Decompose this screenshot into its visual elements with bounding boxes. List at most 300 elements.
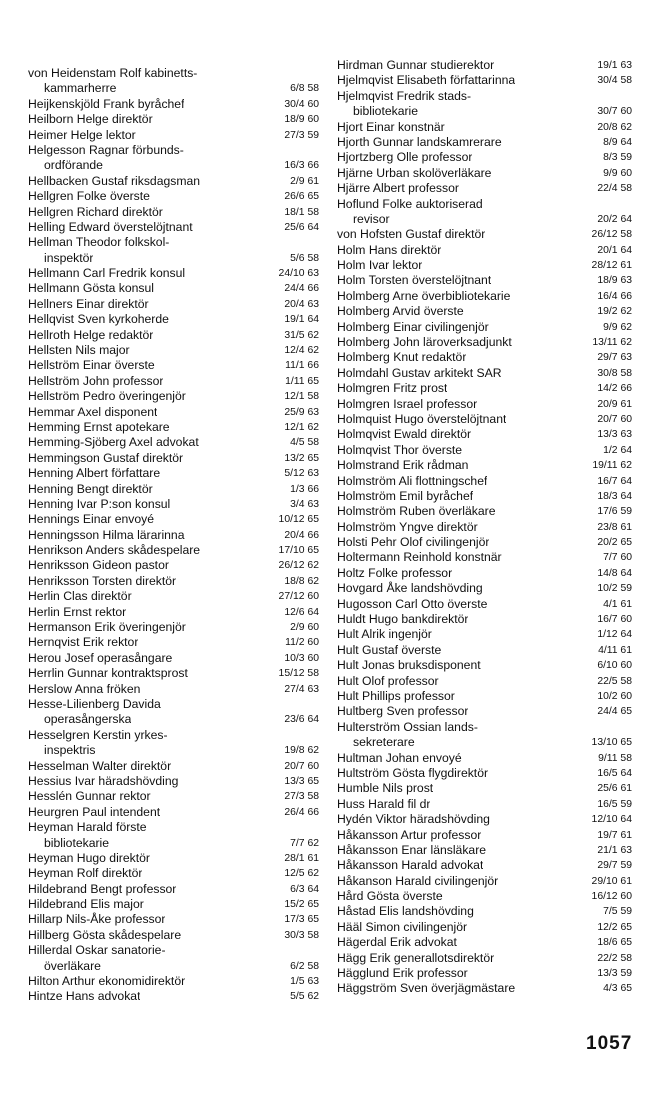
entry-name: Hägerdal Erik advokat	[337, 935, 457, 950]
entry-name: Hellsten Nils major	[28, 343, 130, 358]
index-entry	[28, 128, 319, 143]
entry-date: 11/2 60	[285, 637, 319, 649]
entry-name: Hjort Einar konstnär	[337, 119, 445, 134]
entry-date: 6/2 58	[290, 960, 319, 972]
index-entry	[28, 882, 319, 897]
entry-name: Hildebrand Bengt professor	[28, 881, 177, 896]
entry-date: 15/12 58	[278, 668, 319, 680]
entry-date: 17/10 65	[278, 545, 319, 557]
entry-date: 24/4 65	[597, 706, 632, 718]
entry-date: 19/7 61	[597, 829, 632, 841]
index-entry	[337, 58, 632, 73]
entry-name: Hjorth Gunnar landskamrerare	[337, 134, 502, 149]
right-column	[337, 58, 632, 997]
index-entry	[28, 851, 319, 866]
index-entry	[28, 635, 319, 650]
entry-name: ordförande	[44, 158, 103, 173]
entry-date: 7/5 59	[603, 906, 632, 918]
entry-date: 20/4 66	[284, 529, 319, 541]
entry-date: 14/2 66	[597, 383, 632, 395]
index-entry	[337, 504, 632, 519]
entry-name: Hugosson Carl Otto överste	[337, 596, 488, 611]
entry-name: Hultberg Sven professor	[337, 704, 469, 719]
index-entry	[337, 581, 632, 596]
entry-name: Hessius Ivar häradshövding	[28, 773, 179, 788]
index-entry	[337, 551, 632, 566]
entry-date: 1/5 63	[290, 976, 319, 988]
entry-name: Heijkenskjöld Frank byråchef	[28, 96, 185, 111]
entry-date: 6/8 58	[290, 83, 319, 95]
entry-name: bibliotekarie	[353, 104, 419, 119]
entry-name: Hirdman Gunnar studierektor	[337, 57, 495, 72]
index-entry	[28, 697, 319, 712]
entry-name: Hintze Hans advokat	[28, 989, 141, 1004]
index-entry	[337, 597, 632, 612]
index-entry	[28, 836, 319, 851]
entry-name: Hjärre Albert professor	[337, 181, 459, 196]
index-entry	[28, 528, 319, 543]
entry-name: Hilton Arthur ekonomidirektör	[28, 974, 186, 989]
entry-name: Huldt Hugo bankdirektör	[337, 612, 469, 627]
entry-name: Holtermann Reinhold konstnär	[337, 550, 502, 565]
index-entry	[28, 281, 319, 296]
entry-name: Hemming Ernst apotekare	[28, 419, 170, 434]
entry-date: 13/11 62	[592, 337, 632, 349]
entry-date: 18/8 62	[284, 575, 319, 587]
entry-date: 16/3 66	[284, 160, 319, 172]
entry-date: 23/6 64	[284, 714, 319, 726]
entry-date: 13/3 63	[597, 429, 632, 441]
entry-name: Hellmann Gösta konsul	[28, 281, 154, 296]
entry-name: Hägglund Erik professor	[337, 966, 468, 981]
index-entry	[337, 427, 632, 442]
index-entry	[337, 150, 632, 165]
entry-date: 10/12 65	[278, 514, 319, 526]
entry-name: Holm Hans direktör	[337, 242, 442, 257]
index-entry	[337, 104, 632, 119]
entry-date: 22/2 58	[597, 952, 632, 964]
entry-date: 26/4 66	[284, 806, 319, 818]
entry-name: Hesselgren Kerstin yrkes-	[28, 727, 168, 742]
entry-name: Heyman Harald förste	[28, 820, 147, 835]
entry-name: Hård Gösta överste	[337, 889, 443, 904]
entry-name: Herlin Clas direktör	[28, 589, 132, 604]
entry-date: 2/9 61	[290, 175, 319, 187]
entry-date: 26/12 58	[591, 229, 632, 241]
entry-name: Hjelmqvist Fredrik stads-	[337, 88, 472, 103]
left-column	[28, 66, 319, 1005]
index-entry	[28, 912, 319, 927]
index-entry	[337, 212, 632, 227]
entry-date: 11/1 66	[285, 360, 319, 372]
entry-name: Holmgren Israel professor	[337, 396, 478, 411]
entry-name: Hellgren Folke överste	[28, 189, 150, 204]
index-entry	[337, 766, 632, 781]
entry-name: Holmdahl Gustav arkitekt SAR	[337, 365, 502, 380]
index-entry	[337, 120, 632, 135]
entry-date: 19/11 62	[592, 460, 632, 472]
entry-name: Henningsson Hilma lärarinna	[28, 527, 185, 542]
entry-name: Hernqvist Erik rektor	[28, 635, 139, 650]
entry-name: inspektris	[44, 743, 96, 758]
entry-date: 29/10 61	[591, 875, 632, 887]
entry-name: Holtz Folke professor	[337, 565, 453, 580]
entry-date: 16/12 60	[591, 891, 632, 903]
entry-name: Hydén Viktor häradshövding	[337, 812, 490, 827]
entry-date: 12/1 58	[284, 391, 319, 403]
entry-date: 12/5 62	[284, 868, 319, 880]
index-entry	[337, 935, 632, 950]
entry-name: Holmqvist Thor överste	[337, 442, 463, 457]
entry-date: 4/11 61	[598, 644, 632, 656]
entry-name: Hult Alrik ingenjör	[337, 627, 432, 642]
index-entry	[28, 189, 319, 204]
index-entry	[28, 989, 319, 1004]
entry-name: överläkare	[44, 958, 101, 973]
index-entry	[337, 797, 632, 812]
entry-name: Humble Nils prost	[337, 781, 434, 796]
entry-date: 30/3 58	[284, 929, 319, 941]
entry-date: 25/6 61	[597, 783, 632, 795]
index-entry	[28, 666, 319, 681]
index-entry	[28, 774, 319, 789]
index-entry	[28, 482, 319, 497]
index-entry	[337, 258, 632, 273]
index-entry	[28, 928, 319, 943]
index-entry	[337, 566, 632, 581]
index-entry	[28, 651, 319, 666]
entry-name: Hellbacken Gustaf riksdagsman	[28, 173, 201, 188]
entry-name: Hellström John professor	[28, 373, 164, 388]
index-entry	[337, 920, 632, 935]
entry-date: 27/3 58	[284, 791, 319, 803]
index-entry	[28, 543, 319, 558]
entry-date: 5/6 58	[290, 252, 319, 264]
entry-date: 30/4 58	[597, 75, 632, 87]
entry-date: 1/2 64	[603, 444, 632, 456]
index-entry	[28, 435, 319, 450]
entry-name: Hultström Gösta flygdirektör	[337, 765, 489, 780]
entry-date: 26/6 65	[284, 191, 319, 203]
entry-name: Håkansson Enar länsläkare	[337, 842, 487, 857]
entry-name: Hellners Einar direktör	[28, 296, 149, 311]
entry-date: 13/3 59	[597, 968, 632, 980]
entry-name: Henning Albert författare	[28, 466, 161, 481]
index-entry	[28, 466, 319, 481]
entry-date: 15/2 65	[284, 899, 319, 911]
entry-date: 20/1 64	[597, 244, 632, 256]
entry-date: 18/6 65	[597, 937, 632, 949]
entry-name: Holmström Ruben överläkare	[337, 504, 496, 519]
entry-date: 1/3 66	[290, 483, 319, 495]
index-entry	[28, 174, 319, 189]
entry-date: 5/5 62	[290, 991, 319, 1003]
index-entry	[337, 73, 632, 88]
entry-name: Helgesson Ragnar förbunds-	[28, 142, 184, 157]
entry-date: 27/3 59	[284, 129, 319, 141]
entry-date: 9/9 60	[603, 167, 632, 179]
entry-name: Huss Harald fil dr	[337, 796, 431, 811]
index-entry	[28, 405, 319, 420]
entry-name: Hennings Einar envoyé	[28, 512, 155, 527]
index-entry	[337, 489, 632, 504]
index-entry	[28, 220, 319, 235]
index-entry	[337, 181, 632, 196]
entry-date: 29/7 59	[597, 860, 632, 872]
index-entry	[337, 658, 632, 673]
index-entry	[337, 966, 632, 981]
entry-date: 3/4 63	[290, 498, 319, 510]
entry-name: Hemming-Sjöberg Axel advokat	[28, 435, 199, 450]
entry-name: operasångerska	[44, 712, 132, 727]
entry-date: 4/3 65	[603, 983, 632, 995]
entry-date: 19/2 62	[597, 306, 632, 318]
entry-name: Heilborn Helge direktör	[28, 112, 153, 127]
entry-name: Heyman Rolf direktör	[28, 866, 143, 881]
index-entry	[28, 266, 319, 281]
index-entry	[337, 735, 632, 750]
entry-date: 7/7 62	[290, 837, 319, 849]
entry-date: 16/7 60	[597, 614, 632, 626]
index-entry	[337, 874, 632, 889]
entry-name: Holmberg John läroverksadjunkt	[337, 335, 512, 350]
entry-date: 6/10 60	[597, 660, 632, 672]
entry-date: 9/11 58	[598, 752, 632, 764]
entry-date: 10/3 60	[284, 652, 319, 664]
entry-name: Hulterström Ossian lands-	[337, 719, 478, 734]
index-entry	[337, 381, 632, 396]
entry-date: 18/1 58	[284, 206, 319, 218]
entry-name: Heurgren Paul intendent	[28, 804, 161, 819]
entry-date: 20/7 60	[284, 760, 319, 772]
entry-name: kammarherre	[44, 81, 117, 96]
entry-name: Hellman Theodor folkskol-	[28, 235, 170, 250]
entry-date: 26/12 62	[278, 560, 319, 572]
entry-date: 30/7 60	[597, 106, 632, 118]
index-entry	[28, 312, 319, 327]
entry-name: Håkanson Harald civilingenjör	[337, 873, 499, 888]
entry-name: Holmqvist Ewald direktör	[337, 427, 472, 442]
entry-date: 12/4 62	[284, 345, 319, 357]
index-entry	[337, 397, 632, 412]
entry-date: 23/8 61	[597, 521, 632, 533]
index-entry	[28, 974, 319, 989]
entry-name: Henriksson Gideon pastor	[28, 558, 169, 573]
index-entry	[28, 251, 319, 266]
index-entry	[28, 497, 319, 512]
entry-name: Holmgren Fritz prost	[337, 381, 448, 396]
entry-date: 16/7 64	[597, 475, 632, 487]
entry-name: Hellroth Helge redaktör	[28, 327, 154, 342]
index-entry	[337, 366, 632, 381]
entry-name: Hult Jonas bruksdisponent	[337, 658, 481, 673]
entry-name: Hillerdal Oskar sanatorie-	[28, 943, 166, 958]
index-entry	[337, 843, 632, 858]
entry-name: inspektör	[44, 250, 94, 265]
entry-name: Hesslén Gunnar rektor	[28, 789, 151, 804]
entry-date: 4/1 61	[603, 598, 632, 610]
entry-date: 20/9 61	[597, 398, 632, 410]
index-entry	[337, 674, 632, 689]
entry-date: 20/7 60	[597, 413, 632, 425]
entry-date: 12/6 64	[284, 606, 319, 618]
entry-date: 21/1 63	[597, 844, 632, 856]
entry-date: 22/4 58	[597, 183, 632, 195]
entry-name: Hemmar Axel disponent	[28, 404, 158, 419]
entry-name: Holmberg Arvid överste	[337, 304, 464, 319]
index-entry	[337, 951, 632, 966]
entry-name: Holm Torsten överstelöjtnant	[337, 273, 492, 288]
index-entry	[28, 81, 319, 96]
entry-name: Henriksson Torsten direktör	[28, 573, 177, 588]
entry-date: 7/7 60	[603, 552, 632, 564]
entry-date: 27/4 63	[284, 683, 319, 695]
index-entry	[337, 535, 632, 550]
entry-date: 12/10 64	[591, 814, 632, 826]
index-entry	[28, 205, 319, 220]
entry-date: 10/2 59	[597, 583, 632, 595]
index-entry	[337, 520, 632, 535]
index-entry	[28, 512, 319, 527]
entry-name: Hellström Pedro överingenjör	[28, 389, 186, 404]
entry-name: Hjelmqvist Elisabeth författarinna	[337, 73, 516, 88]
entry-date: 1/11 65	[285, 375, 319, 387]
entry-name: Häggström Sven överjägmästare	[337, 981, 516, 996]
index-entry	[337, 412, 632, 427]
index-entry	[28, 420, 319, 435]
entry-date: 30/8 58	[597, 367, 632, 379]
entry-date: 9/9 62	[603, 321, 632, 333]
entry-date: 1/12 64	[597, 629, 632, 641]
entry-name: Hemmingson Gustaf direktör	[28, 450, 184, 465]
entry-name: Hovgard Åke landshövding	[337, 581, 483, 596]
index-entry	[337, 458, 632, 473]
entry-date: 19/8 62	[284, 745, 319, 757]
index-entry	[28, 805, 319, 820]
entry-date: 6/3 64	[290, 883, 319, 895]
index-entry	[28, 712, 319, 727]
entry-date: 16/5 59	[597, 798, 632, 810]
index-entry	[337, 89, 632, 104]
index-entry	[337, 443, 632, 458]
entry-name: von Hofsten Gustaf direktör	[337, 227, 486, 242]
index-entry	[28, 789, 319, 804]
index-entry	[28, 866, 319, 881]
entry-name: Herslow Anna fröken	[28, 681, 141, 696]
index-entry	[28, 897, 319, 912]
entry-name: revisor	[353, 211, 390, 226]
entry-name: Hult Gustaf överste	[337, 642, 442, 657]
entry-date: 20/2 64	[597, 213, 632, 225]
entry-name: Hellmann Carl Fredrik konsul	[28, 266, 186, 281]
entry-date: 13/2 65	[284, 452, 319, 464]
index-entry	[337, 197, 632, 212]
index-entry	[337, 227, 632, 242]
index-entry	[28, 158, 319, 173]
entry-name: Hildebrand Elis major	[28, 897, 144, 912]
entry-name: Hult Phillips professor	[337, 689, 455, 703]
entry-name: Holmberg Knut redaktör	[337, 350, 467, 365]
entry-date: 12/2 65	[597, 921, 632, 933]
index-entry	[337, 243, 632, 258]
index-entry	[337, 474, 632, 489]
index-entry	[337, 643, 632, 658]
entry-name: Håkansson Harald advokat	[337, 858, 484, 873]
entry-date: 2/9 60	[290, 622, 319, 634]
index-entry	[28, 358, 319, 373]
entry-name: Henning Bengt direktör	[28, 481, 153, 496]
entry-date: 31/5 62	[284, 329, 319, 341]
entry-name: Hjärne Urban skolöverläkare	[337, 165, 492, 180]
entry-name: Håkansson Artur professor	[337, 827, 482, 842]
index-entry	[337, 335, 632, 350]
entry-date: 24/10 63	[278, 268, 319, 280]
index-entry	[337, 320, 632, 335]
entry-name: sekreterare	[353, 735, 415, 750]
entry-name: Hellgren Richard direktör	[28, 204, 163, 219]
index-entry	[28, 374, 319, 389]
index-entry	[337, 981, 632, 996]
index-entry	[337, 612, 632, 627]
index-entry	[337, 689, 632, 704]
entry-name: Heyman Hugo direktör	[28, 850, 150, 865]
index-entry	[337, 858, 632, 873]
entry-date: 25/6 64	[284, 221, 319, 233]
entry-date: 12/1 62	[284, 421, 319, 433]
entry-date: 17/3 65	[284, 914, 319, 926]
index-entry	[28, 297, 319, 312]
entry-date: 27/12 60	[278, 591, 319, 603]
index-entry	[337, 350, 632, 365]
entry-date: 18/3 64	[597, 490, 632, 502]
entry-name: Hoflund Folke auktoriserad	[337, 196, 483, 211]
entry-date: 10/2 60	[597, 691, 632, 702]
index-entry	[337, 135, 632, 150]
entry-date: 25/9 63	[284, 406, 319, 418]
index-entry	[28, 328, 319, 343]
entry-name: Herrlin Gunnar kontraktsprost	[28, 666, 188, 681]
entry-name: Henrikson Anders skådespelare	[28, 543, 201, 558]
entry-date: 19/1 64	[284, 314, 319, 326]
index-entry	[28, 66, 319, 81]
index-entry	[28, 451, 319, 466]
index-entry	[337, 166, 632, 181]
entry-date: 8/3 59	[603, 152, 632, 164]
entry-name: Holmstrand Erik rådman	[337, 458, 469, 473]
entry-date: 13/3 65	[284, 775, 319, 787]
entry-name: Herlin Ernst rektor	[28, 604, 127, 619]
index-entry	[28, 235, 319, 250]
entry-name: Hääl Simon civilingenjör	[337, 919, 468, 934]
entry-name: von Heidenstam Rolf kabinetts-	[28, 65, 198, 80]
entry-date: 8/9 64	[603, 136, 632, 148]
index-entry	[28, 589, 319, 604]
entry-name: Hesse-Lilienberg Davida	[28, 697, 161, 711]
entry-date: 17/6 59	[597, 506, 632, 518]
entry-name: Heimer Helge lektor	[28, 127, 136, 142]
index-entry	[337, 781, 632, 796]
entry-date: 29/7 63	[597, 352, 632, 364]
entry-name: Hultman Johan envoyé	[337, 750, 462, 765]
entry-date: 16/5 64	[597, 767, 632, 779]
index-entry	[28, 820, 319, 835]
entry-date: 13/10 65	[591, 737, 632, 749]
entry-name: Holm Ivar lektor	[337, 258, 423, 273]
index-entry	[28, 574, 319, 589]
index-entry	[337, 751, 632, 766]
index-entry	[337, 273, 632, 288]
index-entry	[28, 389, 319, 404]
